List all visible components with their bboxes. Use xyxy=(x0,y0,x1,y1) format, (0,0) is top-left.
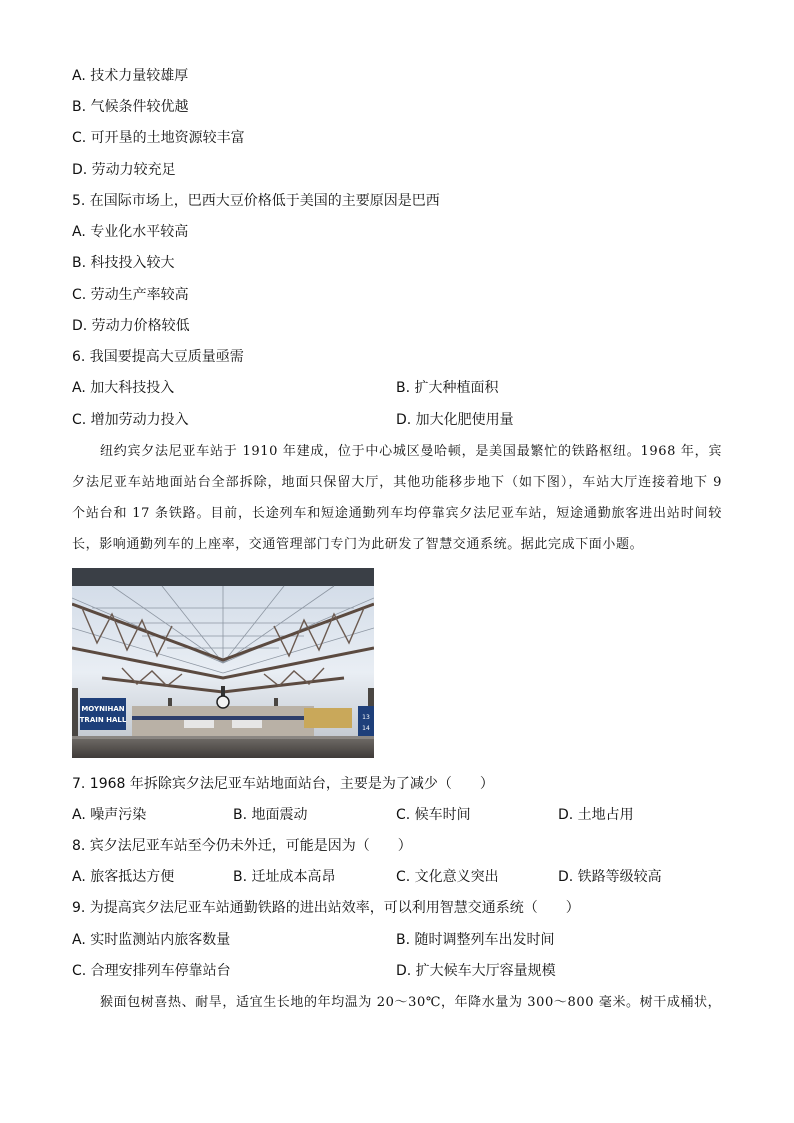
q7-option-d: D. 土地占用 xyxy=(558,807,634,823)
photo-sign-line1: MOYNIHAN xyxy=(81,705,125,713)
q4-option-a: A. 技术力量较雄厚 xyxy=(72,68,189,84)
station-hall-photo xyxy=(72,568,374,758)
q9-option-a: A. 实时监测站内旅客数量 xyxy=(72,932,231,948)
q4-option-d: D. 劳动力较充足 xyxy=(72,162,176,178)
q4-option-c: C. 可开垦的土地资源较丰富 xyxy=(72,130,245,146)
q5-stem: 5. 在国际市场上，巴西大豆价格低于美国的主要原因是巴西 xyxy=(72,193,440,209)
passage-text: 纽约宾夕法尼亚车站于 1910 年建成，位于中心城区曼哈顿，是美国最繁忙的铁路枢纽。1968 年，宾夕法尼亚车站地面站台全部拆除，地面只保留大厅，其他功能移步地下（如下图），车站大厅连接着地下 9 个站台和 17 条铁路。目前，长途列车和短途通勤列车均停靠宾夕法尼亚车站，短途通勤旅客进出站时间较长，影响通勤列车的上座率，交通管理部门专门为此研发了智慧交通系统。据此完成下面小题。 xyxy=(72,444,722,552)
q7-stem: 7. 1968 年拆除宾夕法尼亚车站地面站台，主要是为了减少（ ） xyxy=(72,776,494,792)
q8-option-c: C. 文化意义突出 xyxy=(396,869,499,885)
q9-option-d: D. 扩大候车大厅容量规模 xyxy=(396,963,556,979)
q6-option-a: A. 加大科技投入 xyxy=(72,380,175,396)
passage2-text: 猴面包树喜热、耐旱，适宜生长地的年均温为 20～30℃，年降水量为 300～800 毫米。树干成桶状， xyxy=(100,995,722,1010)
q7-option-a: A. 噪声污染 xyxy=(72,807,147,823)
q6-option-b: B. 扩大种植面积 xyxy=(396,380,499,396)
q4-option-b: B. 气候条件较优越 xyxy=(72,99,189,115)
q9-option-c: C. 合理安排列车停靠站台 xyxy=(72,963,231,979)
q5-option-b: B. 科技投入较大 xyxy=(72,255,175,271)
q9-stem: 9. 为提高宾夕法尼亚车站通勤铁路的进出站效率，可以利用智慧交通系统（ ） xyxy=(72,900,580,916)
q8-option-d: D. 铁路等级较高 xyxy=(558,869,662,885)
q8-option-a: A. 旅客抵达方便 xyxy=(72,869,175,885)
q5-option-c: C. 劳动生产率较高 xyxy=(72,287,189,303)
q5-option-a: A. 专业化水平较高 xyxy=(72,224,189,240)
q7-option-c: C. 候车时间 xyxy=(396,807,471,823)
q9-option-b: B. 随时调整列车出发时间 xyxy=(396,932,555,948)
q5-option-d: D. 劳动力价格较低 xyxy=(72,318,190,334)
q8-stem: 8. 宾夕法尼亚车站至今仍未外迁，可能是因为（ ） xyxy=(72,838,412,854)
q6-stem: 6. 我国要提高大豆质量亟需 xyxy=(72,349,244,365)
q6-option-d: D. 加大化肥使用量 xyxy=(396,412,514,428)
photo-sign-line2: TRAIN HALL xyxy=(79,716,127,724)
q7-option-b: B. 地面震动 xyxy=(233,807,308,823)
q6-option-c: C. 增加劳动力投入 xyxy=(72,412,189,428)
q8-option-b: B. 迁址成本高昂 xyxy=(233,869,336,885)
photo-right-sign-line1: 13 xyxy=(362,714,370,721)
photo-right-sign-line2: 14 xyxy=(362,725,370,732)
